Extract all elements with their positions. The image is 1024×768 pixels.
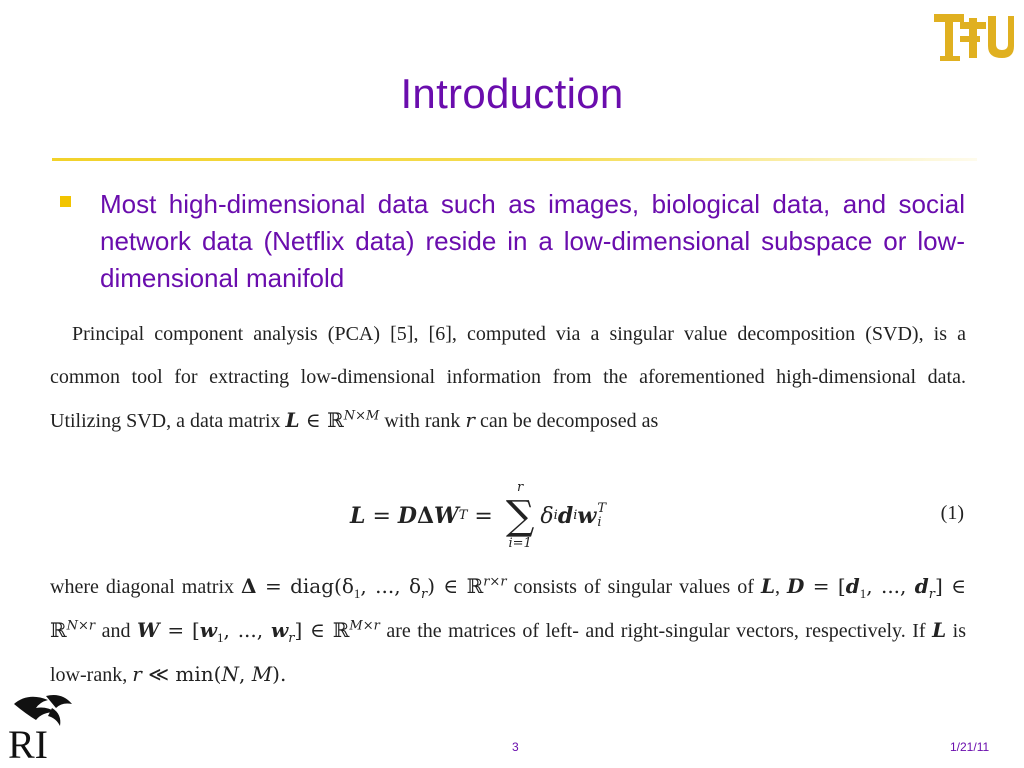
paper-paragraph-2: where diagonal matrix $\Delta = diag(\delta_1$, ..., $\delta_r$) ∈ ℝ$^{r\times r}$ consists of singular values of L, $D = [d_1$, ..., $d_r$] ∈ ℝ$^{N\times r}$ and $W = [w_1$, ..., $w_r$] ∈ ℝ$^{M\times r}$ are the matrices of left- and right-singular vectors, respectively. If L is low-rank, r ≪ min(N, M). [50,574,966,686]
footer-date: 1/21/11 [950,740,990,754]
svg-text:RI: RI [8,722,48,762]
robotics-lab-logo [6,690,78,762]
page-number: 3 [512,740,519,754]
title-divider [52,158,977,161]
equation-number: (1) [940,502,964,524]
equation-body: L = D Δ W T = r ∑ i=1 δ i d i w T i [350,480,607,551]
paper-paragraph-1: Principal component analysis (PCA) [5], [6], computed via a singular value decomposition (SVD), is a common tool for extracting low-dimensional information from the aforementioned high-dimensional data. Utilizing SVD, a data matrix L ∈ ℝ$^{N\times M}$ with rank r can be decomposed as [50,323,966,432]
summation: r ∑ i=1 [505,480,535,551]
university-logo [932,8,1014,64]
svd-equation [50,478,966,554]
slide-title: Introduction [400,70,624,117]
bullet-item [60,186,965,297]
bullet-text: Most high-dimensional data such as images, biological data, and social network data (Netflix data) reside in a low-dimensional subspace or low-dimensional manifold [100,189,965,293]
square-bullet-icon [60,196,71,207]
